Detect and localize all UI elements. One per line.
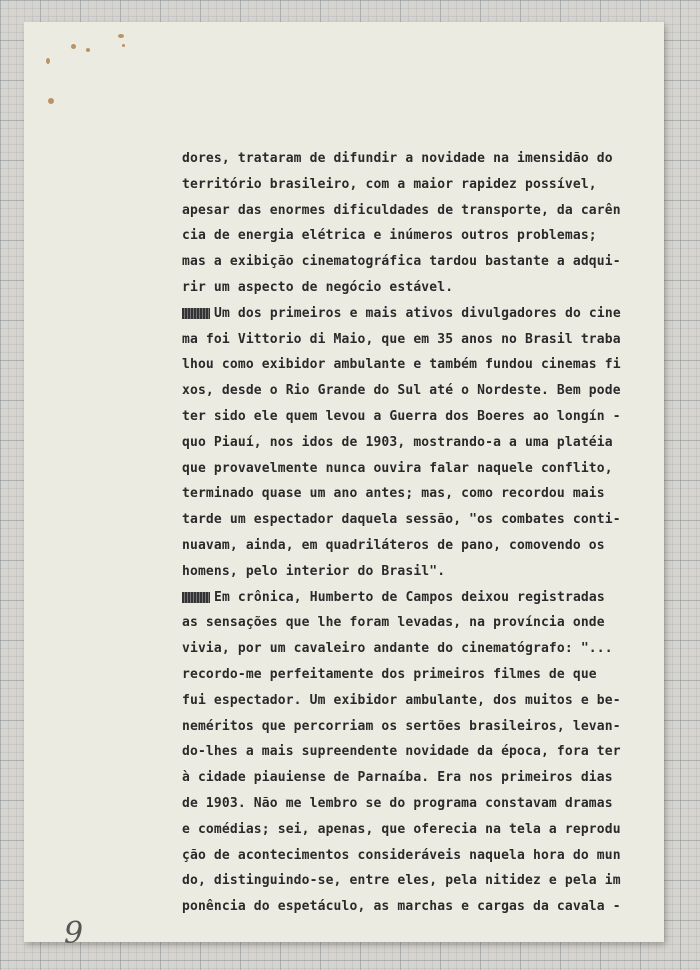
- text-line: [182, 249, 652, 275]
- text-line: [182, 481, 652, 507]
- text-line: [182, 765, 652, 791]
- rust-stain: [122, 44, 125, 47]
- text-line: [182, 714, 652, 740]
- text-line: [182, 688, 652, 714]
- text-line-content: xos, desde o Rio Grande do Sul até o Nordeste. Bem pode: [182, 383, 621, 399]
- text-line: [182, 507, 652, 533]
- text-line-content: recordo-me perfeitamente dos primeiros filmes de que: [182, 666, 597, 682]
- text-line: [182, 533, 652, 559]
- text-line-content: vivia, por um cavaleiro andante do cinematógrafo: "...: [182, 641, 613, 657]
- rust-stain: [71, 44, 76, 49]
- text-line-content: à cidade piauiense de Parnaíba. Era nos primeiros dias: [182, 770, 613, 786]
- text-line: [182, 352, 652, 378]
- text-line-content: tarde um espectador daquela sessão, "os combates conti-: [182, 512, 621, 528]
- rust-stain: [118, 34, 124, 38]
- text-line-content: do-lhes a mais supreendente novidade da época, fora ter: [182, 744, 621, 760]
- text-line: [182, 223, 652, 249]
- text-line-content: mas a exibição cinematográfica tardou bastante a adqui-: [182, 254, 621, 270]
- text-line: [182, 378, 652, 404]
- text-line: [182, 739, 652, 765]
- text-line-content: quo Piauí, nos idos de 1903, mostrando-a a uma platéia: [182, 434, 613, 450]
- text-line: [182, 327, 652, 353]
- text-line: [182, 662, 652, 688]
- text-line-content: lhou como exibidor ambulante e também fundou cinemas fi: [182, 357, 621, 373]
- text-line: [182, 456, 652, 482]
- text-line-content: e comédias; sei, apenas, que oferecia na tela a reprodu: [182, 821, 621, 837]
- text-line: [182, 198, 652, 224]
- text-line-content: de 1903. Não me lembro se do programa constavam dramas: [182, 795, 613, 811]
- text-line: [182, 843, 652, 869]
- text-line-content: apesar das enormes dificuldades de transporte, da carên: [182, 202, 621, 218]
- rust-stain: [48, 98, 54, 104]
- text-line-content: ter sido ele quem levou a Guerra dos Boeres ao longín -: [182, 408, 621, 424]
- text-line: [182, 636, 652, 662]
- text-line-content: rir um aspecto de negócio estável.: [182, 279, 454, 295]
- paragraph-mark-icon: [182, 308, 210, 319]
- text-line-content: nuavam, ainda, em quadriláteros de pano, comovendo os: [182, 537, 605, 553]
- text-line-content: as sensações que lhe foram levadas, na província onde: [182, 615, 605, 631]
- text-line: [182, 791, 652, 817]
- rust-stain: [86, 48, 90, 52]
- text-line-content: homens, pelo interior do Brasil".: [182, 563, 446, 579]
- paragraph-mark-icon: [182, 592, 210, 603]
- typewritten-text: [182, 146, 652, 920]
- text-line-content: do, distinguindo-se, entre eles, pela nitidez e pela im: [182, 873, 621, 889]
- text-line: [182, 146, 652, 172]
- text-line: [182, 894, 652, 920]
- text-line-content: dores, trataram de difundir a novidade na imensidão do: [182, 151, 613, 166]
- text-line: [182, 559, 652, 585]
- text-line: [182, 430, 652, 456]
- text-line: [182, 404, 652, 430]
- text-line-content: território brasileiro, com a maior rapidez possível,: [182, 176, 597, 192]
- page-number: 9: [64, 916, 84, 951]
- text-line-content: que provavelmente nunca ouvira falar naquele conflito,: [182, 460, 613, 476]
- text-line-content: fui espectador. Um exibidor ambulante, dos muitos e be-: [182, 692, 621, 708]
- text-line: [182, 817, 652, 843]
- typed-page: [24, 22, 664, 951]
- rust-stain: [46, 58, 50, 64]
- text-line-content: ponência do espetáculo, as marchas e cargas da cavala -: [182, 899, 621, 915]
- text-line: [182, 868, 652, 894]
- text-line-content: ção de acontecimentos consideráveis naquela hora do mun: [182, 847, 621, 863]
- text-line-content: Em crônica, Humberto de Campos deixou registradas: [214, 589, 605, 605]
- text-line-content: terminado quase um ano antes; mas, como recordou mais: [182, 486, 605, 502]
- text-line-content: ma foi Vittorio di Maio, que em 35 anos no Brasil traba: [182, 331, 621, 347]
- text-line: [182, 301, 652, 327]
- text-line: [182, 585, 652, 611]
- text-line-content: cia de energia elétrica e inúmeros outros problemas;: [182, 228, 597, 244]
- text-line-content: neméritos que percorriam os sertões brasileiros, levan-: [182, 718, 621, 734]
- text-line: [182, 610, 652, 636]
- text-line: [182, 172, 652, 198]
- text-line: [182, 275, 652, 301]
- text-line-content: Um dos primeiros e mais ativos divulgadores do cine: [214, 305, 621, 321]
